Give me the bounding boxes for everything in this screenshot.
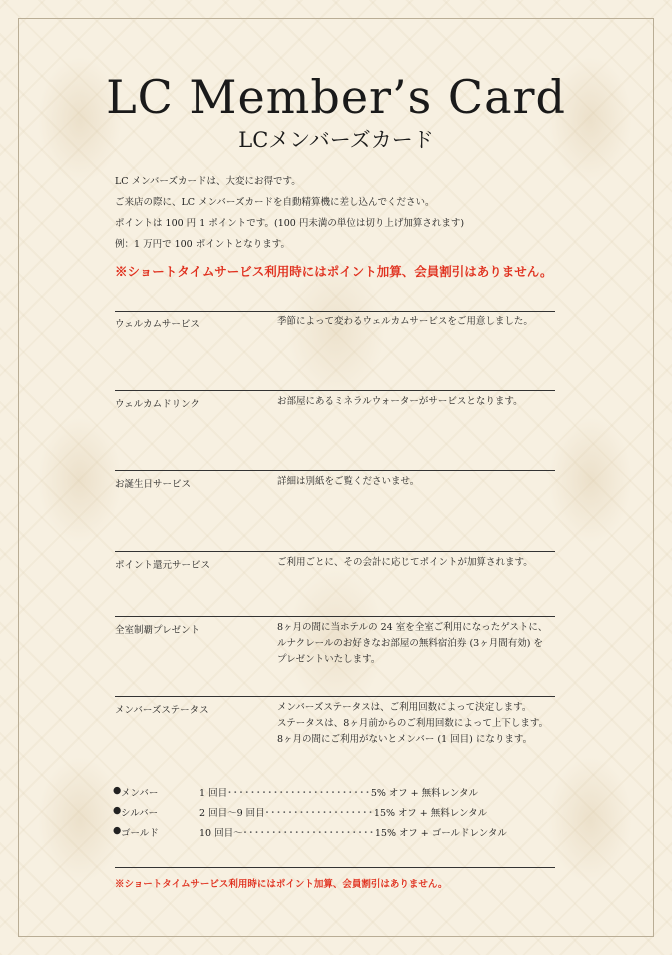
tier-name: メンバー <box>121 788 159 799</box>
section-text-all-room-present <box>277 620 577 668</box>
section-divider <box>115 470 555 471</box>
section-text-birthday-service <box>277 474 577 490</box>
section-line: 季節によって変わるウェルカムサービスをご用意しました。 <box>277 316 533 327</box>
section-line: 8ヶ月の間に当ホテルの 24 室を全室ご利用になったゲストに、 <box>277 622 548 633</box>
tier-dots: ･････････････････････････ <box>227 788 371 799</box>
section-text-welcome-drink <box>277 394 577 410</box>
tier-dots: ･･･････････････････ <box>264 808 374 819</box>
section-line: 8ヶ月の間にご利用がないとメンバー (1 回目) になります。 <box>277 734 533 745</box>
tier-name: シルバー <box>121 808 159 819</box>
intro-line: 例：1 万円で 100 ポイントとなります。 <box>115 239 290 250</box>
section-divider <box>115 696 555 697</box>
section-text-welcome-service <box>277 314 577 330</box>
section-line: お部屋にあるミネラルウォーターがサービスとなります。 <box>277 396 523 407</box>
intro-line: ご来店の際に、LC メンバーズカードを自動精算機に差し込んでください。 <box>115 197 435 208</box>
intro-line: LC メンバーズカードは、大変にお得です。 <box>115 176 301 187</box>
card-title: LC Member’s Card <box>106 70 566 124</box>
tier-name: ゴールド <box>121 828 159 839</box>
card-subtitle: LCメンバーズカード <box>238 128 434 152</box>
section-line: ルナクレールのお好きなお部屋の無料宿泊券 (3ヶ月間有効) を <box>277 638 543 649</box>
tier-benefit: 15% オフ + ゴールドレンタル <box>374 828 507 839</box>
tier-bullet: ● <box>113 825 122 836</box>
section-divider <box>115 551 555 552</box>
tier-count: 10 回目～ <box>199 828 243 839</box>
section-divider <box>115 616 555 617</box>
tier-row-silver <box>113 805 573 819</box>
section-label-point-return: ポイント還元サービス <box>115 560 211 571</box>
section-line: ご利用ごとに、その会計に応じてポイントが加算されます。 <box>277 557 533 568</box>
section-label-all-room-present: 全室制覇プレゼント <box>115 625 201 636</box>
tier-count: 2 回目～9 回目 <box>199 808 265 819</box>
section-text-point-return <box>277 555 577 571</box>
footer-notice: ※ショートタイムサービス利用時にはポイント加算、会員割引はありません。 <box>115 879 448 890</box>
tier-row-gold <box>113 825 573 839</box>
tier-row-member <box>113 785 573 799</box>
section-label-welcome-drink: ウェルカムドリンク <box>115 399 200 410</box>
section-line: ステータスは、8ヶ月前からのご利用回数によって上下します。 <box>277 718 549 729</box>
section-label-birthday-service: お誕生日サービス <box>115 479 192 490</box>
section-label-welcome-service: ウェルカムサービス <box>115 319 200 330</box>
section-text-member-status <box>277 700 577 748</box>
section-line: 詳細は別紙をご覧くださいませ。 <box>277 476 420 487</box>
tier-count: 1 回目 <box>199 788 228 799</box>
tier-bullet: ● <box>113 805 122 816</box>
section-divider <box>115 311 555 312</box>
section-line: プレゼントいたします。 <box>277 654 381 665</box>
intro-line: ポイントは 100 円 1 ポイントです。(100 円未満の単位は切り上げ加算されます) <box>115 218 465 229</box>
section-line: メンバーズステータスは、ご利用回数によって決定します。 <box>277 702 532 713</box>
section-label-member-status: メンバーズステータス <box>115 705 209 716</box>
tier-benefit: 15% オフ + 無料レンタル <box>373 808 488 819</box>
section-divider <box>115 867 555 868</box>
section-divider <box>115 390 555 391</box>
tier-benefit: 5% オフ + 無料レンタル <box>370 788 479 799</box>
tier-dots: ･･･････････････････････ <box>242 828 375 839</box>
intro-text <box>115 171 585 255</box>
tier-bullet: ● <box>113 785 122 796</box>
short-time-notice: ※ショートタイムサービス利用時にはポイント加算、会員割引はありません。 <box>115 264 553 279</box>
